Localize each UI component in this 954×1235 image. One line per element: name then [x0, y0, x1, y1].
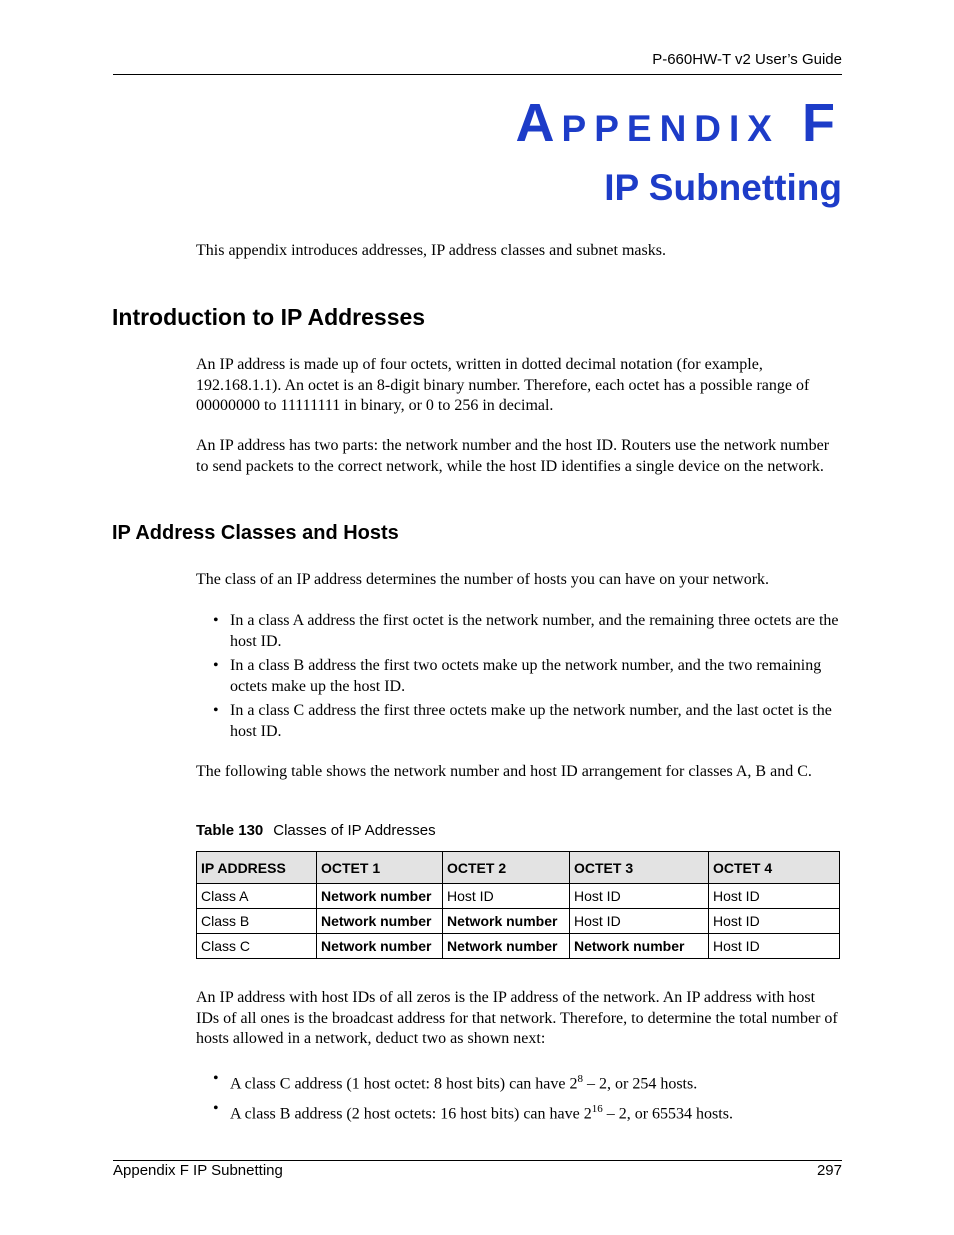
table-cell: Network number: [317, 934, 443, 959]
page-number: 297: [816, 1162, 842, 1179]
table-cell: Network number: [570, 934, 709, 959]
list-item: • In a class C address the first three octets make up the network number, and the last octet is the host ID.: [196, 701, 842, 742]
class-bullet-list: [196, 611, 842, 746]
column-header: IP ADDRESS: [197, 852, 317, 884]
table-cell: Host ID: [709, 934, 840, 959]
bullet-text: A class C address (1 host octet: 8 host bits) can have 2: [230, 1075, 578, 1093]
table-cell: Host ID: [570, 909, 709, 934]
bullet-text: – 2, or 65534 hosts.: [602, 1105, 733, 1123]
ip-classes-table: [196, 851, 840, 959]
list-item: [196, 1069, 842, 1095]
table-cell: Class B: [197, 909, 317, 934]
running-header: P-660HW-T v2 User’s Guide: [652, 51, 842, 68]
column-header: OCTET 4: [709, 852, 840, 884]
column-header: OCTET 3: [570, 852, 709, 884]
intro-paragraph: This appendix introduces addresses, IP address classes and subnet masks.: [196, 242, 666, 259]
header-rule: [113, 74, 842, 75]
table-row: [197, 884, 840, 909]
table-cell: Network number: [443, 934, 570, 959]
table-cell: Host ID: [570, 884, 709, 909]
list-item: • In a class A address the first octet is the network number, and the remaining three octets are the host ID.: [196, 611, 842, 652]
table-cell: Class C: [197, 934, 317, 959]
paragraph-class-intro: The class of an IP address determines the number of hosts you can have on your network.: [196, 571, 770, 588]
chapter-title: IP Subnetting: [604, 167, 842, 208]
table-header-row: [197, 852, 840, 884]
table-cell: Network number: [317, 909, 443, 934]
paragraph-octets: An IP address is made up of four octets, written in dotted decimal notation (for example, 192.168.1.1). An octet is an 8-digit binary number. Therefore, each octet has a possible range of 00000000 to 11111111 in binary, or 0 to 256 in decimal.: [196, 356, 810, 414]
column-header: OCTET 2: [443, 852, 570, 884]
list-item: [196, 1099, 842, 1125]
table-cell: Host ID: [709, 909, 840, 934]
footer-rule: [113, 1160, 842, 1161]
footer-section-title: Appendix F IP Subnetting: [113, 1162, 283, 1179]
table-caption: [196, 822, 436, 839]
bullet-text: – 2, or 254 hosts.: [583, 1075, 698, 1093]
paragraph-parts: An IP address has two parts: the network number and the host ID. Routers use the network number to send packets to the correct network, while the host ID identifies a single device on the network.: [196, 437, 830, 475]
section-heading-intro: Introduction to IP Addresses: [112, 304, 426, 330]
appendix-letter: F: [802, 93, 842, 153]
table-title: Classes of IP Addresses: [273, 822, 436, 839]
paragraph-host-count: An IP address with host IDs of all zeros is the IP address of the network. An IP address with host IDs of all ones is the broadcast address for that network. Therefore, to determine the total number of hosts allowed in a network, deduct two as shown next:: [196, 989, 838, 1047]
table-row: [197, 934, 840, 959]
appendix-smallcaps: PPENDIX: [561, 108, 780, 149]
exponent: 16: [591, 1102, 603, 1115]
table-cell: Network number: [317, 884, 443, 909]
bullet-text: A class B address (2 host octets: 16 host bits) can have 2: [230, 1105, 592, 1123]
appendix-initial: A: [515, 93, 562, 153]
appendix-label: [515, 93, 842, 153]
table-number: Table 130: [196, 822, 264, 839]
exponent: 8: [577, 1073, 583, 1085]
table-cell: Host ID: [709, 884, 840, 909]
table-cell: Network number: [443, 909, 570, 934]
paragraph-table-intro: The following table shows the network number and host ID arrangement for classes A, B and C.: [196, 763, 812, 780]
host-count-bullet-list: [196, 1069, 842, 1129]
table-cell: Host ID: [443, 884, 570, 909]
column-header: OCTET 1: [317, 852, 443, 884]
table-row: [197, 909, 840, 934]
list-item: • In a class B address the first two octets make up the network number, and the two remaining octets make up the host ID.: [196, 656, 842, 697]
section-heading-classes: IP Address Classes and Hosts: [112, 522, 399, 544]
table-cell: Class A: [197, 884, 317, 909]
